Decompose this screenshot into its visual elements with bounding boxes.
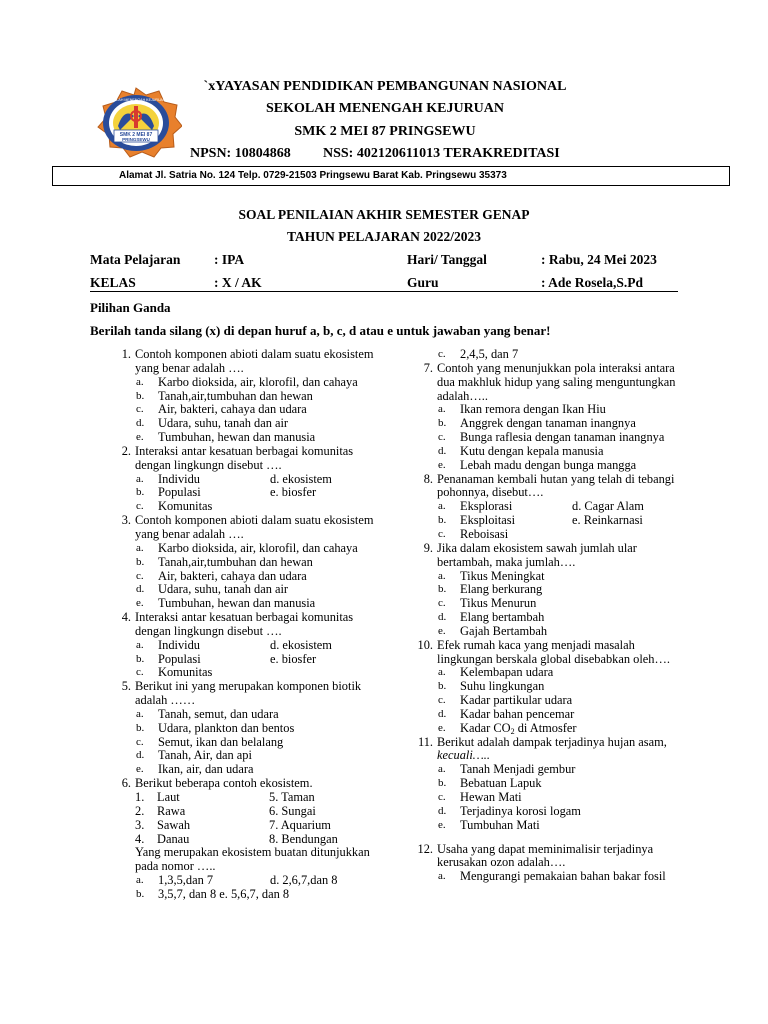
option-b[interactable]: Eksploitasi [460,513,516,528]
school-name: SMK 2 MEI 87 PRINGSEWU [294,124,476,139]
option-b-e[interactable]: b. 3,5,7, dan 8 e. 5,6,7, dan 8 [136,886,290,901]
option-c[interactable]: c. Air, bakteri, cahaya dan udara [136,568,307,583]
instruction: Berilah tanda silang (x) di depan huruf a, b, c, d atau e untuk jawaban yang benar! [90,323,551,338]
option-d[interactable]: d. Kutu dengan kepala manusia [438,443,604,458]
logo-center-pillar [134,106,138,128]
option-a[interactable]: a. Tikus Meningkat [438,568,545,583]
option-e[interactable]: e. Tumbuhan Mati [438,817,540,832]
question-text: Interaksi antar kesatuan berbagai komunitas dengan lingkungn disebut …. [135,443,354,472]
ecosystem-item-row: 4. Danau 8. Bendungan [135,831,338,846]
school-type: SEKOLAH MENENGAH KEJURUAN [265,101,505,116]
question-2 [110,445,380,514]
day-label: Hari/ Tanggal [407,252,487,267]
question-3 [110,514,380,611]
option-c[interactable]: c. Air, bakteri, cahaya dan udara [136,402,307,417]
exam-title: SOAL PENILAIAN AKHIR SEMESTER GENAP [238,207,530,222]
option-a[interactable]: a. Ikan remora dengan Ikan Hiu [438,402,606,417]
question-number: 4. [121,610,131,625]
header-divider [90,291,678,292]
option-d[interactable]: d. Kadar bahan pencemar [438,706,575,721]
question-number: 10. [417,637,433,652]
option-b[interactable]: b. Tanah,air,tumbuhan dan hewan [136,388,313,403]
question-number: 2. [121,443,131,458]
option-a[interactable]: a. Tanah Menjadi gembur [438,762,576,777]
option-b[interactable]: Populasi [158,651,201,666]
option-row: a. Eksplorasi d. Cagar Alam [438,499,644,514]
option-row: b. Populasi e. biosfer [136,485,317,500]
question-9 [412,542,692,639]
question-11 [412,736,692,833]
question-text: Contoh yang menunjukkan pola interaksi antara dua makhluk hidup yang saling menguntungkan adalah….. [437,360,676,403]
option-c[interactable]: c. Bunga raflesia dengan tanaman inangnya [438,430,665,445]
address-box [52,166,730,186]
question-4 [110,611,380,680]
npsn: NPSN: 10804868 [190,146,291,161]
foundation-name: `xYAYASAN PENDIDIKAN PEMBANGUNAN NASIONAL [203,79,567,94]
question-5 [110,680,380,777]
question-6-continued [412,348,692,362]
option-a[interactable]: a. Tanah, semut, dan udara [136,706,279,721]
option-a[interactable]: Individu [158,471,200,486]
section-title: Pilihan Ganda [90,300,171,315]
question-text: Interaksi antar kesatuan berbagai komunitas dengan lingkungn disebut …. [135,610,354,638]
option-c[interactable]: c. Semut, ikan dan belalang [136,734,284,749]
option-row: b. Eksploitasi e. Reinkarnasi [438,513,643,528]
ecosystem-item-row: 3. Sawah 7. Aquarium [135,817,331,832]
option-c[interactable]: c. Hewan Mati [438,790,522,804]
option-d[interactable]: d. Udara, suhu, tanah dan air [136,416,289,431]
question-number: 5. [121,679,131,694]
question-text: Berikut adalah dampak terjadinya hujan asam, kecuali….. [437,734,667,763]
question-number: 6. [121,776,131,791]
option-e[interactable]: e. Kadar $CO_2$ di Atmosfer [438,720,577,736]
question-7 [412,362,692,473]
option-row: a. 1,3,5,dan 7 d. 2,6,7,dan 8 [136,873,338,888]
option-c[interactable]: c. Tikus Menurun [438,596,537,611]
option-b[interactable]: b. Bebatuan Lapuk [438,776,542,791]
option-b[interactable]: b. Anggrek dengan tanaman inangnya [438,416,636,431]
option-c[interactable]: c. Kadar partikular udara [438,693,573,708]
option-b[interactable]: b. Udara, plankton dan bentos [136,720,295,735]
option-d[interactable]: d. Udara, suhu, tanah dan air [136,582,289,597]
option-d[interactable]: d. ekosistem [270,471,332,486]
question-number: 1. [121,347,131,361]
option-e[interactable]: e. biosfer [270,485,317,500]
class-value: : X / AK [214,275,262,290]
ecosystem-item-row: 1. Laut 5. Taman [135,790,315,804]
option-d[interactable]: d. Tanah, Air, dan api [136,748,252,763]
option-c[interactable]: c. Reboisasi [438,526,509,541]
question-number: 11. [417,734,433,749]
option-a[interactable]: 1,3,5,dan 7 [158,873,214,888]
school-logo [90,86,182,158]
question-6 [110,777,380,902]
logo-school-city: PRINGSEWU [122,137,150,142]
option-d[interactable]: d. Cagar Alam [572,499,644,514]
option-d[interactable]: d. Elang bertambah [438,610,545,625]
option-d[interactable]: d. Terjadinya korosi logam [438,803,581,818]
option-d[interactable]: d. 2,6,7,dan 8 [270,873,338,888]
question-text: Berikut beberapa contoh ekosistem. [135,776,313,791]
subject-value: : IPA [214,252,245,267]
option-a[interactable]: a. Kelembapan udara [438,665,554,680]
option-e[interactable]: e. Tumbuhan, hewan dan manusia [136,430,316,445]
option-c[interactable]: c. 2,4,5, dan 7 [438,347,519,361]
question-text: Contoh komponen abioti dalam suatu ekosistem yang benar adalah …. [135,347,374,375]
option-e[interactable]: e. Gajah Bertambah [438,623,548,638]
subject-label: Mata Pelajaran [90,252,181,267]
questions-right-column [412,348,692,884]
option-a[interactable]: Eksplorasi [460,499,513,514]
question-text: Efek rumah kaca yang menjadi masalah lingkungan berskala global disebabkan oleh…. [437,637,670,666]
option-e[interactable]: e. biosfer [270,651,317,666]
option-a[interactable]: a. Mengurangi pemakaian bahan bakar fosil [438,869,666,884]
option-a[interactable]: a. Karbo dioksida, air, klorofil, dan cahaya [136,374,358,389]
option-row: b. Populasi e. biosfer [136,651,317,666]
option-b[interactable]: b. Elang berkurang [438,582,543,597]
option-e[interactable]: e. Ikan, air, dan udara [136,762,254,777]
option-c[interactable]: c. Komunitas [136,665,213,680]
option-c[interactable]: c. Komunitas [136,499,213,514]
option-d[interactable]: d. ekosistem [270,637,332,652]
question-number: 3. [121,513,131,528]
day-value: : Rabu, 24 Mei 2023 [541,252,657,267]
question-number: 12. [417,841,433,856]
option-e[interactable]: e. Tumbuhan, hewan dan manusia [136,596,316,611]
logo-top-text: SEKOLAH MENENGAH KEJURUAN [106,98,166,102]
question-number: 9. [423,540,433,555]
question-text: Jika dalam ekosistem sawah jumlah ular bertambah, maka jumlah…. [437,540,637,569]
teacher-label: Guru [407,275,439,290]
nss-accreditation: NSS: 402120611013 TERAKREDITASI [323,146,560,161]
question-text: Berikut ini yang merupakan komponen biotik adalah …… [135,679,362,708]
questions-left-column [110,348,380,902]
teacher-value: : Ade Rosela,S.Pd [541,275,644,290]
question-followup: Yang merupakan ekosistem buatan ditunjukkan pada nomor ….. [135,845,370,874]
academic-year: TAHUN PELAJARAN 2022/2023 [286,229,481,244]
question-12 [412,843,692,885]
class-label: KELAS [90,275,136,290]
question-text: Penanaman kembali hutan yang telah di tebangi pohonnya, disebut…. [437,471,675,500]
logo-school-name: SMK 2 MEI 87 [119,132,153,138]
question-8 [412,473,692,542]
option-a[interactable]: Individu [158,637,200,652]
question-1 [110,348,380,445]
option-e[interactable]: e. Reinkarnasi [572,513,643,528]
question-number: 7. [423,360,433,375]
option-b[interactable]: Populasi [158,485,201,500]
ecosystem-item-row: 2. Rawa 6. Sungai [135,803,316,818]
question-text: Contoh komponen abioti dalam suatu ekosistem yang benar adalah …. [135,513,374,541]
question-10 [412,639,692,736]
option-b[interactable]: b. Suhu lingkungan [438,679,545,694]
option-b[interactable]: b. Tanah,air,tumbuhan dan hewan [136,554,313,569]
option-row: a. Individu d. ekosistem [136,471,332,486]
option-a[interactable]: a. Karbo dioksida, air, klorofil, dan cahaya [136,540,358,555]
address-text: Alamat Jl. Satria No. 124 Telp. 0729-21503 Pringsewu Barat Kab. Pringsewu 35373 [119,170,507,181]
option-row: a. Individu d. ekosistem [136,637,332,652]
question-number: 8. [423,471,433,486]
question-text: Usaha yang dapat meminimalisir terjadinya kerusakan ozon adalah…. [437,841,654,870]
option-e[interactable]: e. Lebah madu dengan bunga mangga [438,457,637,472]
